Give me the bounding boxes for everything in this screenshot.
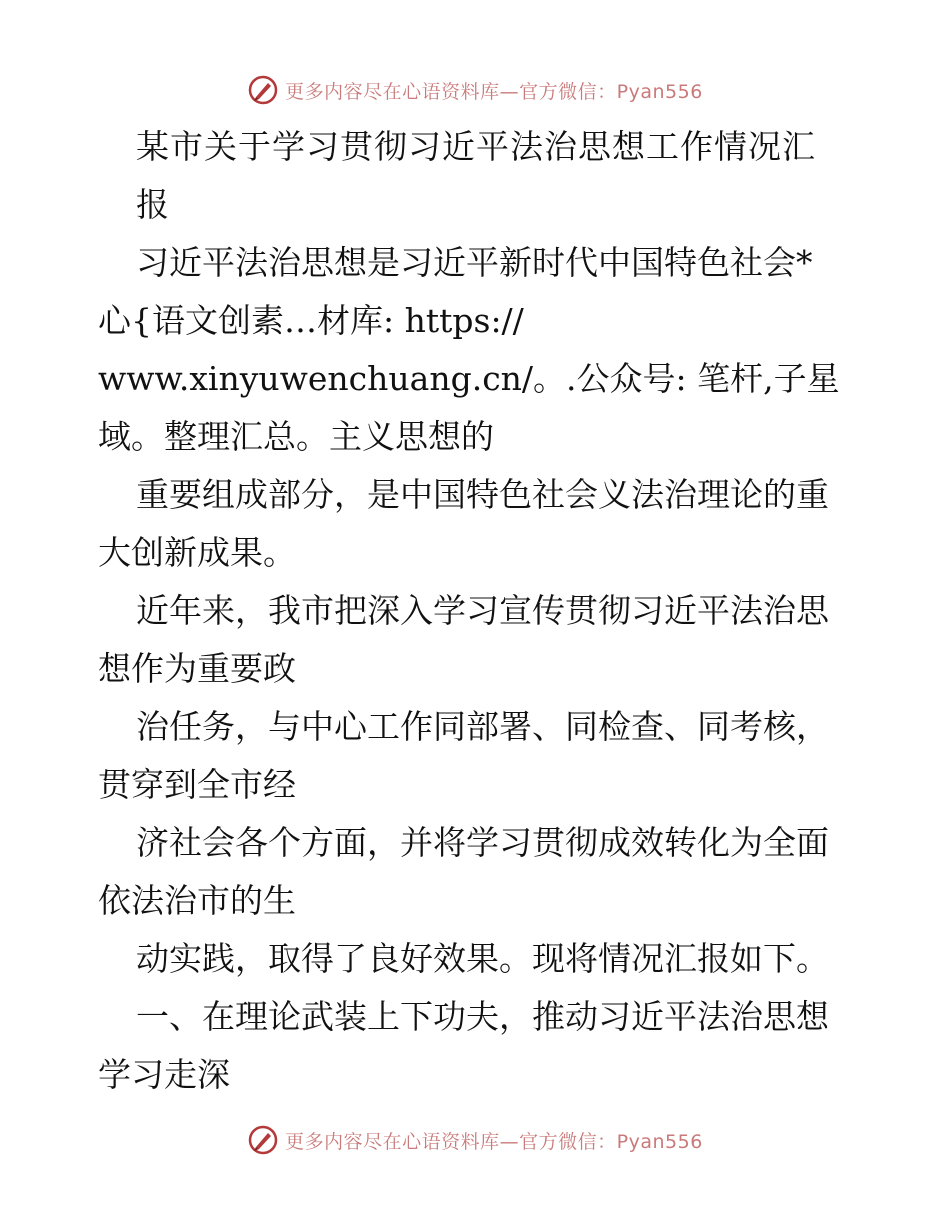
header-banner-text: 更多内容尽在心语资料库—官方微信：Pyan556 <box>285 80 703 103</box>
section-heading-line: 学习走深 <box>98 1055 230 1094</box>
document-title-line-2: 报 <box>136 185 170 224</box>
paragraph-line: 习近平法治思想是习近平新时代中国特色社会* <box>136 243 813 282</box>
paragraph-line: 心{语文创素…材库: https:// <box>98 301 524 340</box>
paragraph-line: 贯穿到全市经 <box>98 765 296 804</box>
paragraph-line: 重要组成部分，是中国特色社会义法治理论的重 <box>136 475 829 514</box>
paragraph-line: 域。整理汇总。主义思想的 <box>98 417 494 456</box>
paragraph-line: 近年来，我市把深入学习宣传贯彻习近平法治思 <box>136 591 829 630</box>
document-body <box>98 118 858 1104</box>
document-title-line-1: 某市关于学习贯彻习近平法治思想工作情况汇 <box>136 127 816 166</box>
section-heading-line: 一、在理论武装上下功夫，推动习近平法治思想 <box>136 997 829 1036</box>
footer-banner-text: 更多内容尽在心语资料库—官方微信：Pyan556 <box>285 1130 703 1153</box>
paragraph-line: 大创新成果。 <box>98 533 296 572</box>
paragraph-line: 依法治市的生 <box>98 881 296 920</box>
header-watermark-banner <box>0 72 950 108</box>
paragraph-line: 治任务，与中心工作同部署、同检查、同考核， <box>136 707 829 746</box>
pen-logo-icon <box>247 74 279 106</box>
paragraph-line: 动实践，取得了良好效果。现将情况汇报如下。 <box>136 939 829 978</box>
paragraph-line: 济社会各个方面，并将学习贯彻成效转化为全面 <box>136 823 829 862</box>
footer-watermark-banner <box>0 1122 950 1158</box>
paragraph-line: www.xinyuwenchuang.cn/。.公众号: 笔杆,子星 <box>98 359 840 398</box>
paragraph-line: 想作为重要政 <box>98 649 296 688</box>
pen-logo-icon <box>247 1124 279 1156</box>
